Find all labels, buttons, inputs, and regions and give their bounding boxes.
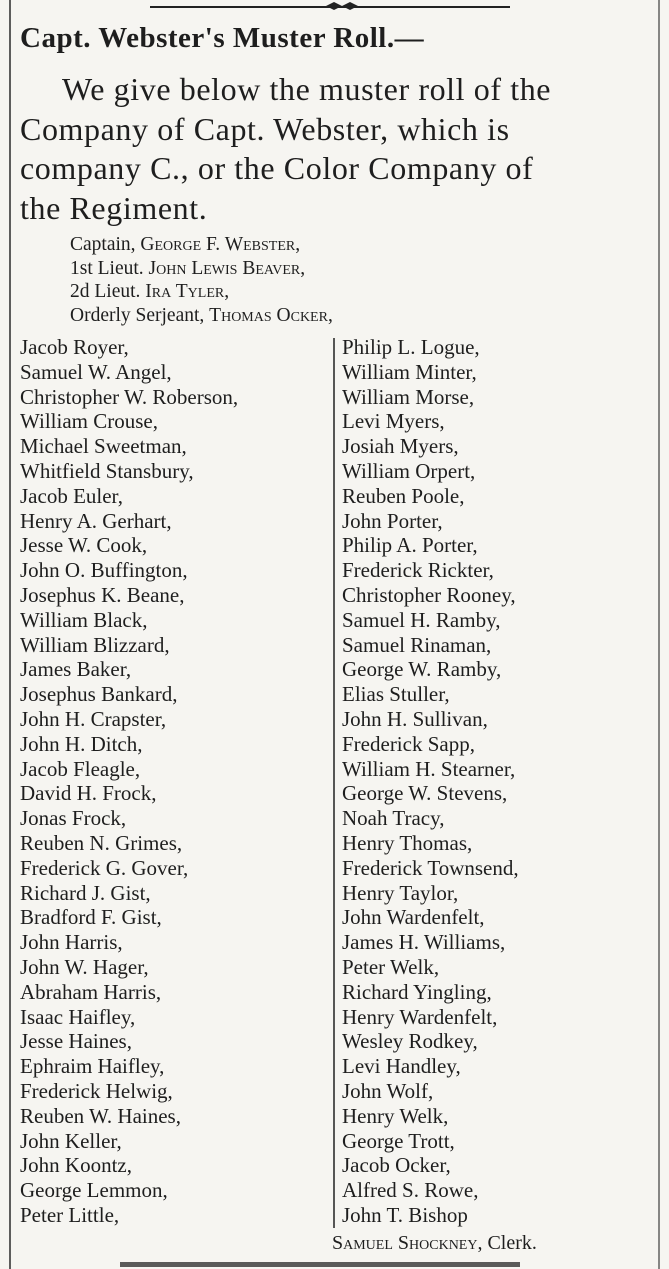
roll-entry: Reuben N. Grimes, xyxy=(20,830,183,855)
roll-entry: Josiah Myers, xyxy=(342,434,459,459)
roll-entry: Samuel Rinaman, xyxy=(342,632,492,657)
roll-entry: Christopher Rooney, xyxy=(342,582,516,607)
roll-entry: Elias Stuller, xyxy=(342,682,450,707)
roll-entry: Samuel W. Angel, xyxy=(20,359,172,384)
clerk-name: Samuel Shockney, xyxy=(332,1232,483,1254)
officer-title: Orderly Serjeant, xyxy=(70,304,205,326)
officer-first-lieutenant xyxy=(70,257,333,281)
roll-entry: George Lemmon, xyxy=(20,1178,168,1203)
roll-entry: Jesse Haines, xyxy=(20,1029,132,1054)
roll-entry: George W. Stevens, xyxy=(342,781,508,806)
roll-entry: Michael Sweetman, xyxy=(20,434,187,459)
bottom-rule xyxy=(120,1262,520,1267)
roll-entry: Frederick G. Gover, xyxy=(20,855,189,880)
roll-entry: Peter Little, xyxy=(20,1202,120,1227)
roll-entry: Frederick Townsend, xyxy=(342,855,519,880)
roll-entry: David H. Frock, xyxy=(20,781,157,806)
roll-entry: Henry A. Gerhart, xyxy=(20,508,172,533)
roll-entry: Richard J. Gist, xyxy=(20,880,151,905)
roll-entry: Samuel H. Ramby, xyxy=(342,607,501,632)
roll-entry: William Black, xyxy=(20,607,148,632)
roll-entry: William H. Stearner, xyxy=(342,756,516,781)
officer-name: Thomas Ocker, xyxy=(209,304,333,326)
roll-entry: William Crouse, xyxy=(20,409,158,434)
roll-entry: Abraham Harris, xyxy=(20,979,162,1004)
roll-entry: Frederick Sapp, xyxy=(342,731,475,756)
roll-entry: Henry Thomas, xyxy=(342,830,473,855)
left-column-rule xyxy=(9,0,11,1269)
roll-entry: Isaac Haifley, xyxy=(20,1004,136,1029)
roll-entry: Noah Tracy, xyxy=(342,806,445,831)
roll-entry: John O. Buffington, xyxy=(20,558,188,583)
roll-entry: John H. Ditch, xyxy=(20,731,143,756)
roll-entry: Wesley Rodkey, xyxy=(342,1029,478,1054)
roll-entry: John H. Sullivan, xyxy=(342,706,488,731)
roll-entry: Richard Yingling, xyxy=(342,979,492,1004)
roll-entry: Philip A. Porter, xyxy=(342,533,478,558)
officer-title: 1st Lieut. xyxy=(70,257,144,279)
intro-line: Company of Capt. Webster, which is xyxy=(20,110,510,147)
roll-entry: Jesse W. Cook, xyxy=(20,533,148,558)
intro-line: company C., or the Color Company of xyxy=(20,150,534,186)
officer-title: Captain, xyxy=(70,234,136,255)
intro-line: We give below the muster roll of the xyxy=(62,71,552,107)
roll-entry: John T. Bishop xyxy=(342,1202,468,1227)
intro-paragraph xyxy=(20,70,660,228)
officer-name: George F. Webster, xyxy=(140,234,301,255)
muster-right-column xyxy=(342,335,519,1228)
roll-entry: Bradford F. Gist, xyxy=(20,905,162,930)
roll-entry: James Baker, xyxy=(20,657,132,682)
clerk-signature xyxy=(332,1232,537,1255)
roll-entry: Whitfield Stansbury, xyxy=(20,458,194,483)
roll-entry: Ephraim Haifley, xyxy=(20,1054,165,1079)
roll-entry: Christopher W. Roberson, xyxy=(20,384,239,409)
roll-entry: William Minter, xyxy=(342,359,477,384)
officer-captain xyxy=(70,233,333,257)
roll-entry: William Orpert, xyxy=(342,458,476,483)
clerk-title: Clerk. xyxy=(487,1232,537,1254)
officer-second-lieutenant xyxy=(70,280,333,304)
roll-entry: Levi Myers, xyxy=(342,409,445,434)
roll-entry: Jacob Euler, xyxy=(20,483,123,508)
roll-entry: Jacob Fleagle, xyxy=(20,756,141,781)
officer-name: Ira Tyler, xyxy=(145,281,230,302)
roll-entry: George W. Ramby, xyxy=(342,657,502,682)
roll-entry: Levi Handley, xyxy=(342,1054,461,1079)
roll-entry: John Koontz, xyxy=(20,1153,132,1178)
roll-entry: Reuben W. Haines, xyxy=(20,1103,181,1128)
roll-entry: George Trott, xyxy=(342,1128,455,1153)
roll-entry: William Morse, xyxy=(342,384,475,409)
roll-entry: Peter Welk, xyxy=(342,954,440,979)
roll-entry: Jacob Royer, xyxy=(20,335,129,359)
roll-entry: Reuben Poole, xyxy=(342,483,465,508)
roll-entry: William Blizzard, xyxy=(20,632,170,657)
headline: Capt. Webster's Muster Roll.— xyxy=(20,22,425,54)
roll-entry: Frederick Helwig, xyxy=(20,1078,173,1103)
roll-entry: John Porter, xyxy=(342,508,443,533)
ornament-icon xyxy=(322,0,362,12)
column-divider xyxy=(333,338,335,1228)
roll-entry: John Wolf, xyxy=(342,1078,434,1103)
officer-name: John Lewis Beaver, xyxy=(148,257,306,279)
roll-entry: Philip L. Logue, xyxy=(342,335,480,359)
roll-entry: Josephus Bankard, xyxy=(20,682,178,707)
officer-orderly-serjeant xyxy=(70,304,333,328)
roll-entry: Frederick Rickter, xyxy=(342,558,494,583)
roll-entry: John W. Hager, xyxy=(20,954,149,979)
roll-entry: Henry Wardenfelt, xyxy=(342,1004,498,1029)
roll-entry: Jacob Ocker, xyxy=(342,1153,451,1178)
roll-entry: Henry Taylor, xyxy=(342,880,459,905)
roll-entry: Henry Welk, xyxy=(342,1103,449,1128)
roll-entry: James H. Williams, xyxy=(342,930,506,955)
roll-entry: John Keller, xyxy=(20,1128,122,1153)
muster-left-column xyxy=(20,335,238,1228)
roll-entry: Josephus K. Beane, xyxy=(20,582,185,607)
officers-list xyxy=(70,233,333,327)
roll-entry: John H. Crapster, xyxy=(20,706,167,731)
roll-entry: Jonas Frock, xyxy=(20,806,127,831)
officer-title: 2d Lieut. xyxy=(70,281,141,302)
roll-entry: Alfred S. Rowe, xyxy=(342,1178,479,1203)
roll-entry: John Harris, xyxy=(20,930,123,955)
roll-entry: John Wardenfelt, xyxy=(342,905,485,930)
intro-line: the Regiment. xyxy=(20,189,208,226)
